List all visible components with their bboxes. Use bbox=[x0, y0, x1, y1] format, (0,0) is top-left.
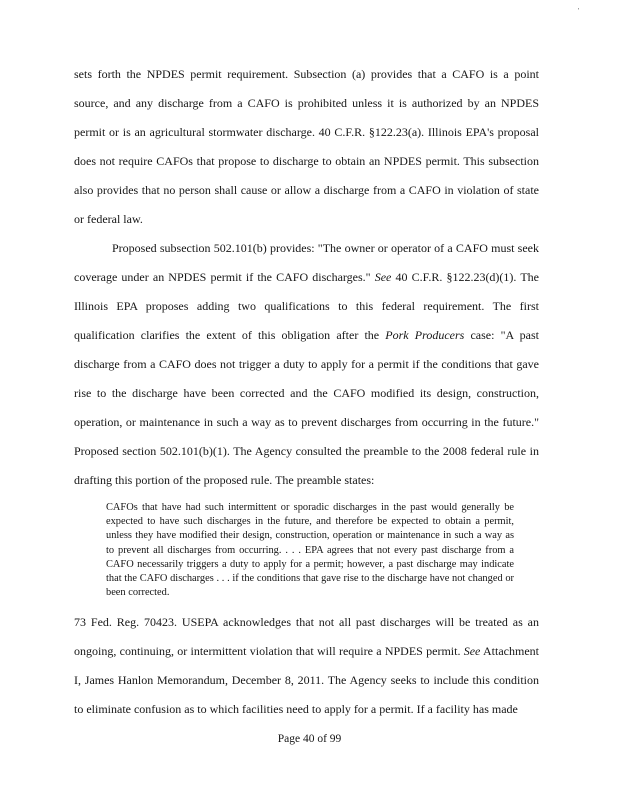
p3-text-1: 73 Fed. Reg. 70423. USEPA acknowledges that not all past discharges will be treated as an ongoing, continuing, or intermittent violation that will require a NPDES permit. bbox=[74, 615, 539, 659]
body-text bbox=[74, 60, 539, 724]
corner-mark: ' bbox=[578, 7, 580, 15]
p3-see-signal: See bbox=[463, 644, 481, 659]
p2-see-signal: See bbox=[374, 270, 392, 284]
page-number: Page 40 of 99 bbox=[277, 733, 342, 745]
paragraph-fed-reg bbox=[74, 608, 539, 724]
p2-text-2: 40 C.F.R. §122.23(d)(1). The Illinois EPA proposes adding two qualifications to this federal requirement. The first qualification clarifies the extent of this obligation after the bbox=[74, 270, 539, 342]
paragraph-proposed-subsection bbox=[74, 234, 539, 495]
p2-text-1: Proposed subsection 502.101(b) provides: "The owner or operator of a CAFO must seek coverage under an NPDES permit if the CAFO discharges." bbox=[74, 241, 539, 284]
p2-case-name: Pork Producers bbox=[385, 328, 465, 342]
p3-text-2: Attachment I, James Hanlon Memorandum, December 8, 2011. The Agency seeks to include this condition to eliminate confusion as to which facilities need to apply for a permit. If a facility has made bbox=[74, 644, 539, 717]
paragraph-npdes-requirement: sets forth the NPDES permit requirement. Subsection (a) provides that a CAFO is a point source, and any discharge from a CAFO is prohibited unless it is authorized by an NPDES permit or is an agricultural stormwater discharge. 40 C.F.R. §122.23(a). Illinois EPA's proposal does not require CAFOs that propose to discharge to obtain an NPDES permit. This subsection also provides that no person shall cause or allow a discharge from a CAFO in violation of state or federal law. bbox=[74, 67, 539, 226]
p2-text-3: case: "A past discharge from a CAFO does not trigger a duty to apply for a permit if the conditions that gave rise to the discharge have been corrected and the CAFO modified its design, construction, operation, or maintenance in such a way as to prevent discharges from occurring in the future." Proposed section 502.101(b)(1). The Agency consulted the preamble to the 2008 federal rule in drafting this portion of the proposed rule. The preamble states: bbox=[74, 328, 540, 487]
block-quote: CAFOs that have had such intermittent or sporadic discharges in the past would generally be expected to have such discharges in the future, and therefore be expected to obtain a permit, unless they have modified their design, construction, operation or maintenance in such a way as to prevent all discharges from occurring. . . . EPA agrees that not every past discharge from a CAFO necessarily triggers a duty to apply for a permit; however, a past discharge may indicate that the CAFO discharges . . . if the conditions that gave rise to the discharge have not changed or been corrected. bbox=[106, 502, 514, 599]
